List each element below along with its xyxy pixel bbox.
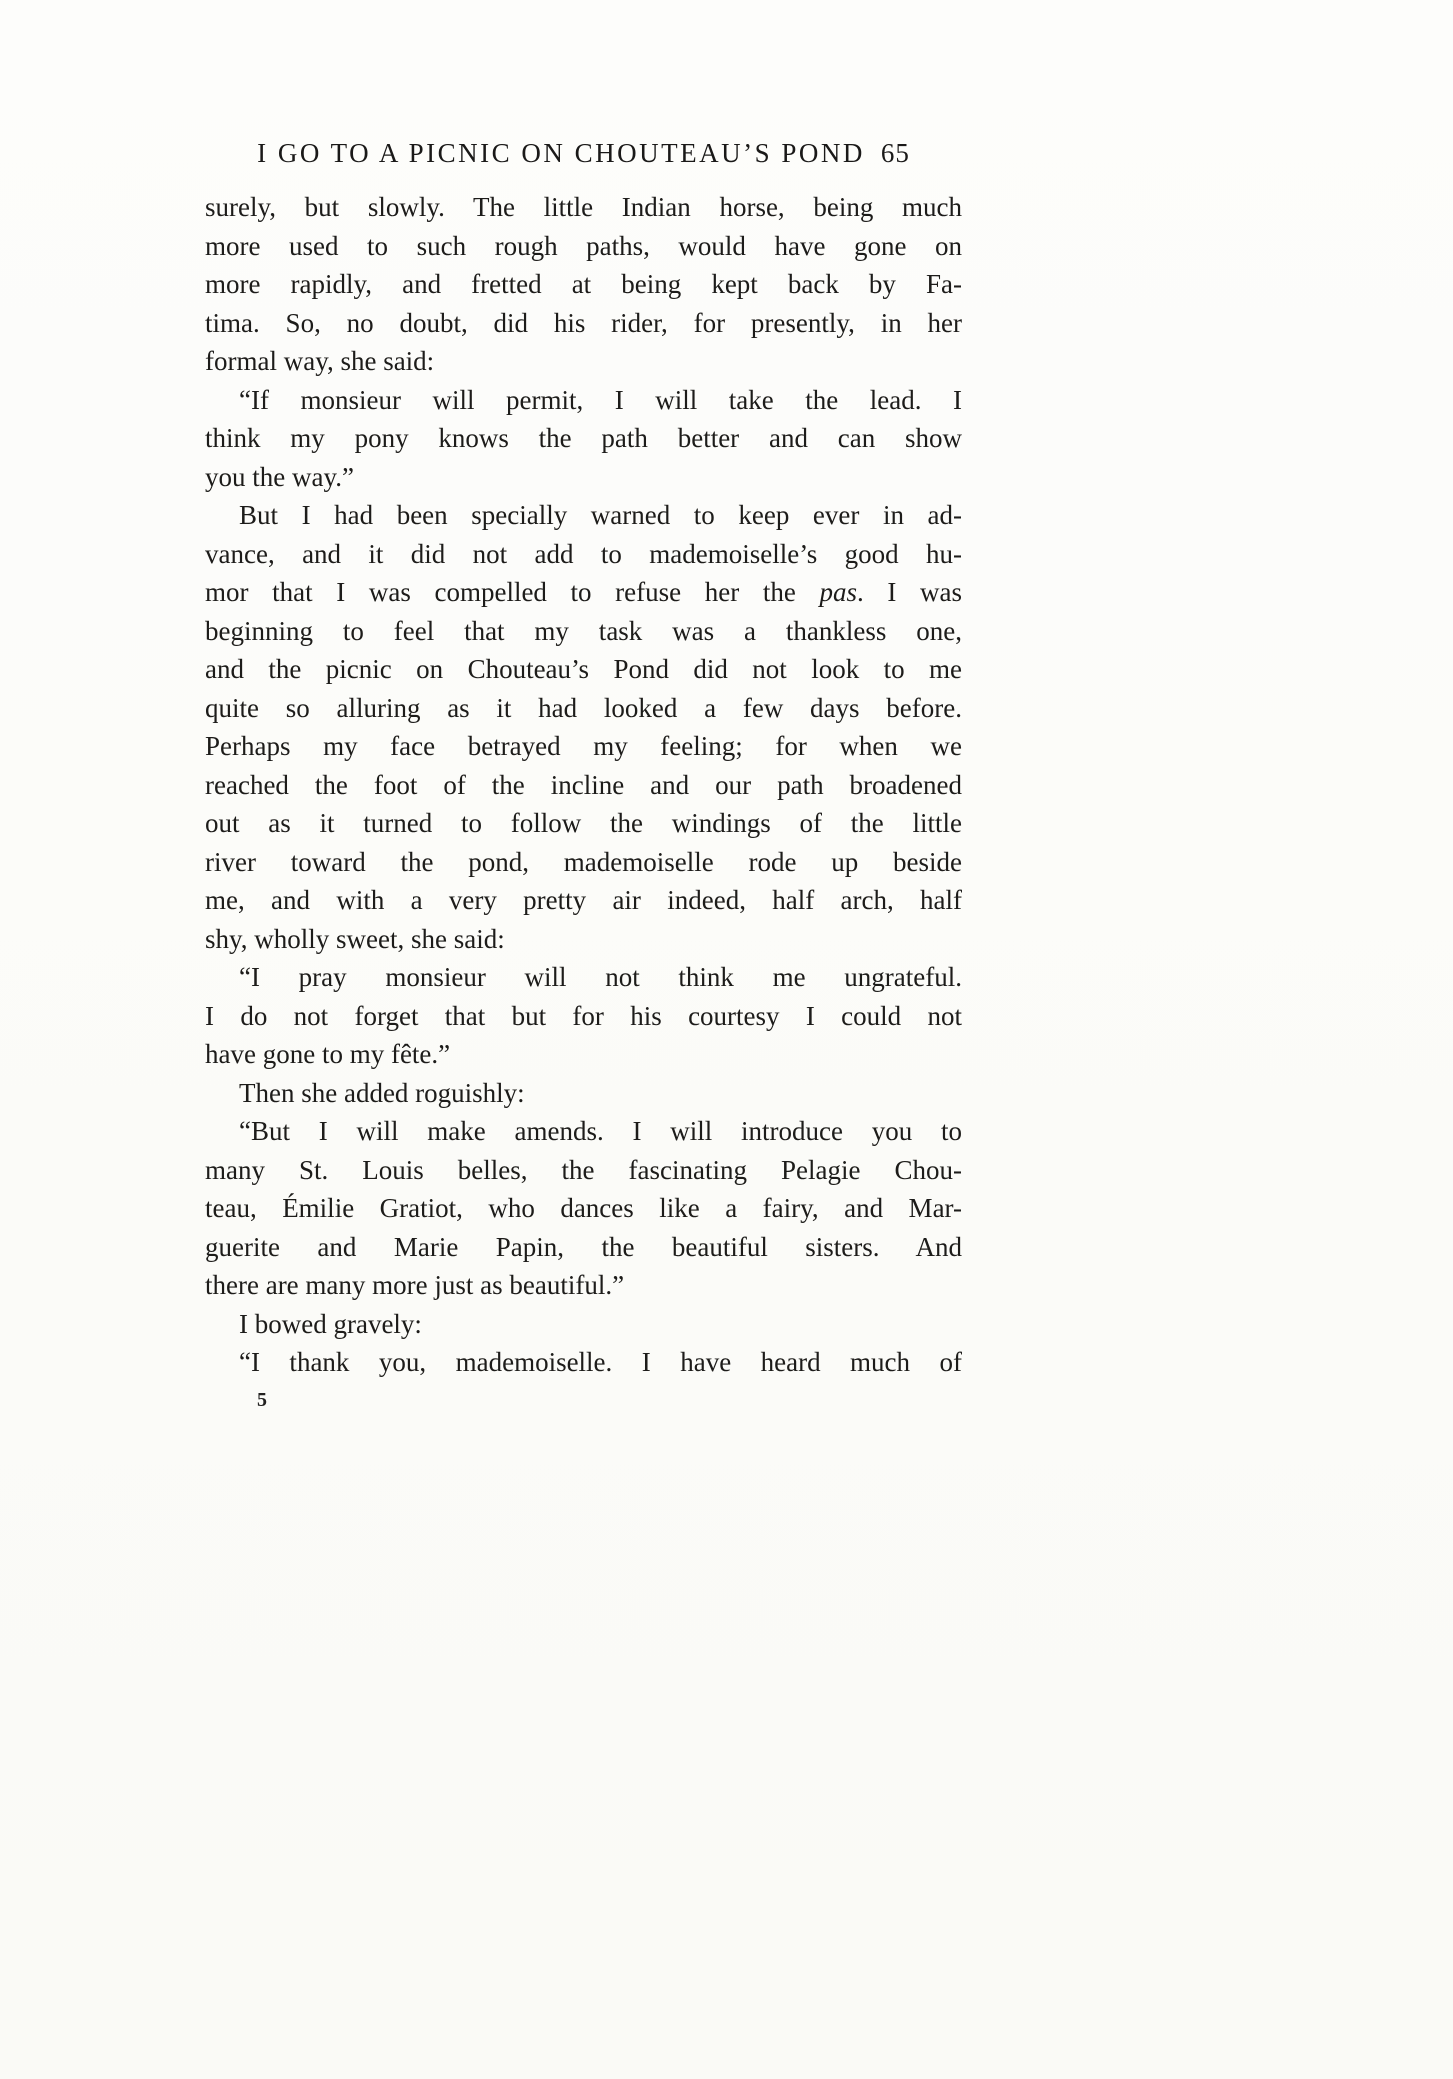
text-line: think my pony knows the path better and can show [205, 423, 962, 453]
text-line: “I thank you, mademoiselle. I have heard much of [239, 1347, 962, 1377]
text-line: I bowed gravely: [239, 1308, 422, 1339]
text-line: river toward the pond, mademoiselle rode up beside [205, 846, 962, 877]
text-line: reached the foot of the incline and our path broadened [205, 769, 962, 800]
text-line: me, and with a very pretty air indeed, half arch, half [205, 885, 962, 915]
text-line: surely, but slowly. The little Indian horse, being much [205, 192, 962, 222]
text-line: you the way.” [205, 461, 354, 492]
running-head [205, 138, 962, 169]
signature-mark: 5 [257, 1388, 267, 1411]
text-line: vance, and it did not add to mademoiselle’s good hu- [205, 538, 962, 569]
text-line: tima. So, no doubt, did his rider, for presently, in her [205, 307, 962, 338]
text-line: beginning to feel that my task was a thankless one, [205, 615, 962, 646]
text-line: But I had been specially warned to keep ever in ad- [239, 500, 962, 530]
paragraph [205, 496, 962, 958]
text-line: and the picnic on Chouteau’s Pond did not look to me [205, 654, 962, 684]
text-line: have gone to my fête.” [205, 1039, 451, 1069]
text-line: teau, Émilie Gratiot, who dances like a fairy, and Mar- [205, 1193, 962, 1223]
body-text [205, 188, 962, 1382]
text-line: shy, wholly sweet, she said: [205, 923, 505, 954]
page-number: 65 [880, 138, 910, 168]
text-line: formal way, she said: [205, 346, 435, 376]
text-line: out as it turned to follow the windings of the little [205, 808, 962, 838]
text-line: “If monsieur will permit, I will take the lead. I [239, 384, 962, 415]
paragraph [205, 1112, 962, 1305]
text-line: more rapidly, and fretted at being kept back by Fa- [205, 269, 962, 299]
text-line: guerite and Marie Papin, the beautiful sisters. And [205, 1231, 962, 1262]
text-line: Perhaps my face betrayed my feeling; for when we [205, 731, 962, 761]
paragraph [205, 1074, 962, 1113]
text-line: more used to such rough paths, would have gone on [205, 230, 962, 261]
text-block [205, 138, 962, 1412]
paragraph [205, 381, 962, 497]
running-head-title: I GO TO A PICNIC ON CHOUTEAU’S POND [257, 138, 865, 168]
paragraph [205, 958, 962, 1074]
paragraph [205, 188, 962, 381]
paragraph [205, 1305, 962, 1344]
text-line: “I pray monsieur will not think me ungrateful. [239, 962, 962, 992]
text-line: I do not forget that but for his courtesy I could not [205, 1000, 962, 1031]
text-line: mor that I was compelled to refuse her the pas. I was [205, 577, 963, 607]
text-line: quite so alluring as it had looked a few days before. [205, 692, 962, 723]
text-line: many St. Louis belles, the fascinating Pelagie Chou- [205, 1154, 962, 1185]
text-line: Then she added roguishly: [239, 1077, 525, 1108]
text-line: there are many more just as beautiful.” [205, 1270, 625, 1300]
paragraph [205, 1343, 962, 1382]
text-line: “But I will make amends. I will introduce you to [239, 1116, 962, 1146]
